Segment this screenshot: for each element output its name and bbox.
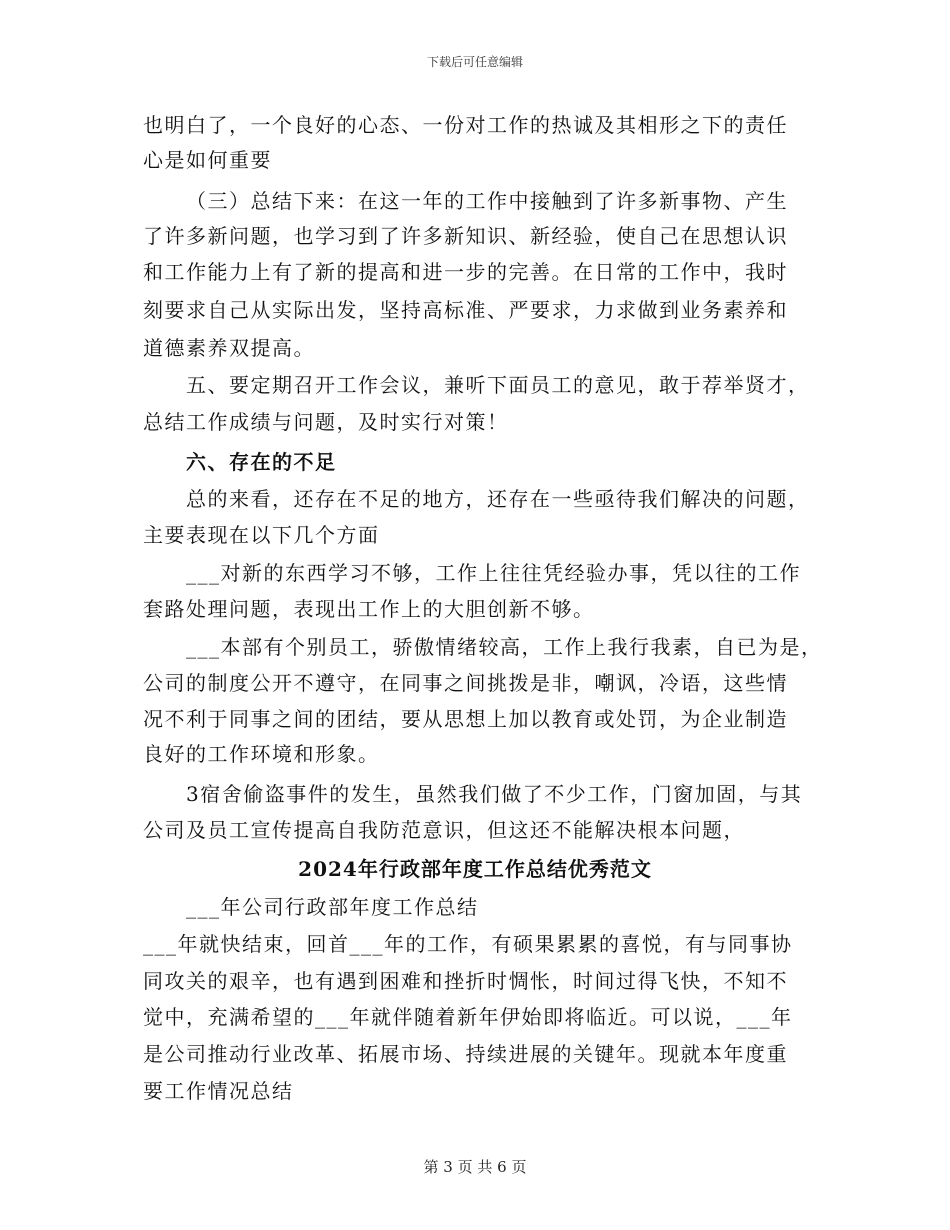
page-header: 下载后可任意编辑 <box>426 55 523 69</box>
paragraph-line: （三）总结下来：在这一年的工作中接触到了许多新事物、产生 <box>186 189 788 213</box>
paragraph-line: ___年公司行政部年度工作总结 <box>186 895 479 919</box>
paragraph-line: 刻要求自己从实际出发，坚持高标准、严要求，力求做到业务素养和 <box>143 298 788 322</box>
paragraph-line: 套路处理问题，表现出工作上的大胆创新不够。 <box>143 597 595 621</box>
paragraph-line: 同攻关的艰辛，也有遇到困难和挫折时惆怅，时间过得飞快，不知不 <box>143 969 788 993</box>
document-title: 2024年行政部年度工作总结优秀范文 <box>298 857 652 881</box>
paragraph-line: 公司的制度公开不遵守，在同事之间挑拨是非，嘲讽，冷语，这些情 <box>143 671 788 695</box>
paragraph-line: 良好的工作环境和形象。 <box>143 742 380 766</box>
paragraph-line: 况不利于同事之间的团结，要从思想上加以教育或处罚，为企业制造 <box>143 707 788 731</box>
section-heading: 六、存在的不足 <box>186 450 337 474</box>
paragraph-line: 公司及员工宣传提高自我防范意识，但这还不能解决根本问题， <box>143 818 745 842</box>
paragraph-line: 和工作能力上有了新的提高和进一步的完善。在日常的工作中，我时 <box>143 260 788 284</box>
page-footer: 第 3 页 共 6 页 <box>423 1158 527 1176</box>
paragraph-line: 总结工作成绩与问题，及时实行对策！ <box>143 410 509 434</box>
paragraph-line: 五、要定期召开工作会议，兼听下面员工的意见，敢于荐举贤才， <box>186 373 810 397</box>
paragraph-line: 主要表现在以下几个方面 <box>143 523 380 547</box>
paragraph-line: 要工作情况总结 <box>143 1079 294 1103</box>
paragraph-line: 3宿舍偷盗事件的发生，虽然我们做了不少工作，门窗加固，与其 <box>186 782 803 806</box>
paragraph-line: 是公司推动行业改革、拓展市场、持续进展的关键年。现就本年度重 <box>143 1042 788 1066</box>
paragraph-line: ___本部有个别员工，骄傲情绪较高，工作上我行我素，自已为是， <box>186 635 823 659</box>
paragraph-line: ___对新的东西学习不够，工作上往往凭经验办事，凭以往的工作 <box>186 561 801 585</box>
paragraph-line: ___年就快结束，回首___年的工作，有硕果累累的喜悦，有与同事协 <box>143 932 793 956</box>
paragraph-line: 觉中，充满希望的___年就伴随着新年伊始即将临近。可以说，___年 <box>143 1005 793 1029</box>
paragraph-line: 了许多新问题，也学习到了许多新知识、新经验，使自己在思想认识 <box>143 224 788 248</box>
paragraph-line: 总的来看，还存在不足的地方，还存在一些亟待我们解决的问题， <box>186 487 810 511</box>
paragraph-line: 道德素养双提高。 <box>143 336 315 360</box>
paragraph-line: 心是如何重要 <box>143 148 272 172</box>
paragraph-line: 也明白了，一个良好的心态、一份对工作的热诚及其相形之下的责任 <box>143 113 788 137</box>
